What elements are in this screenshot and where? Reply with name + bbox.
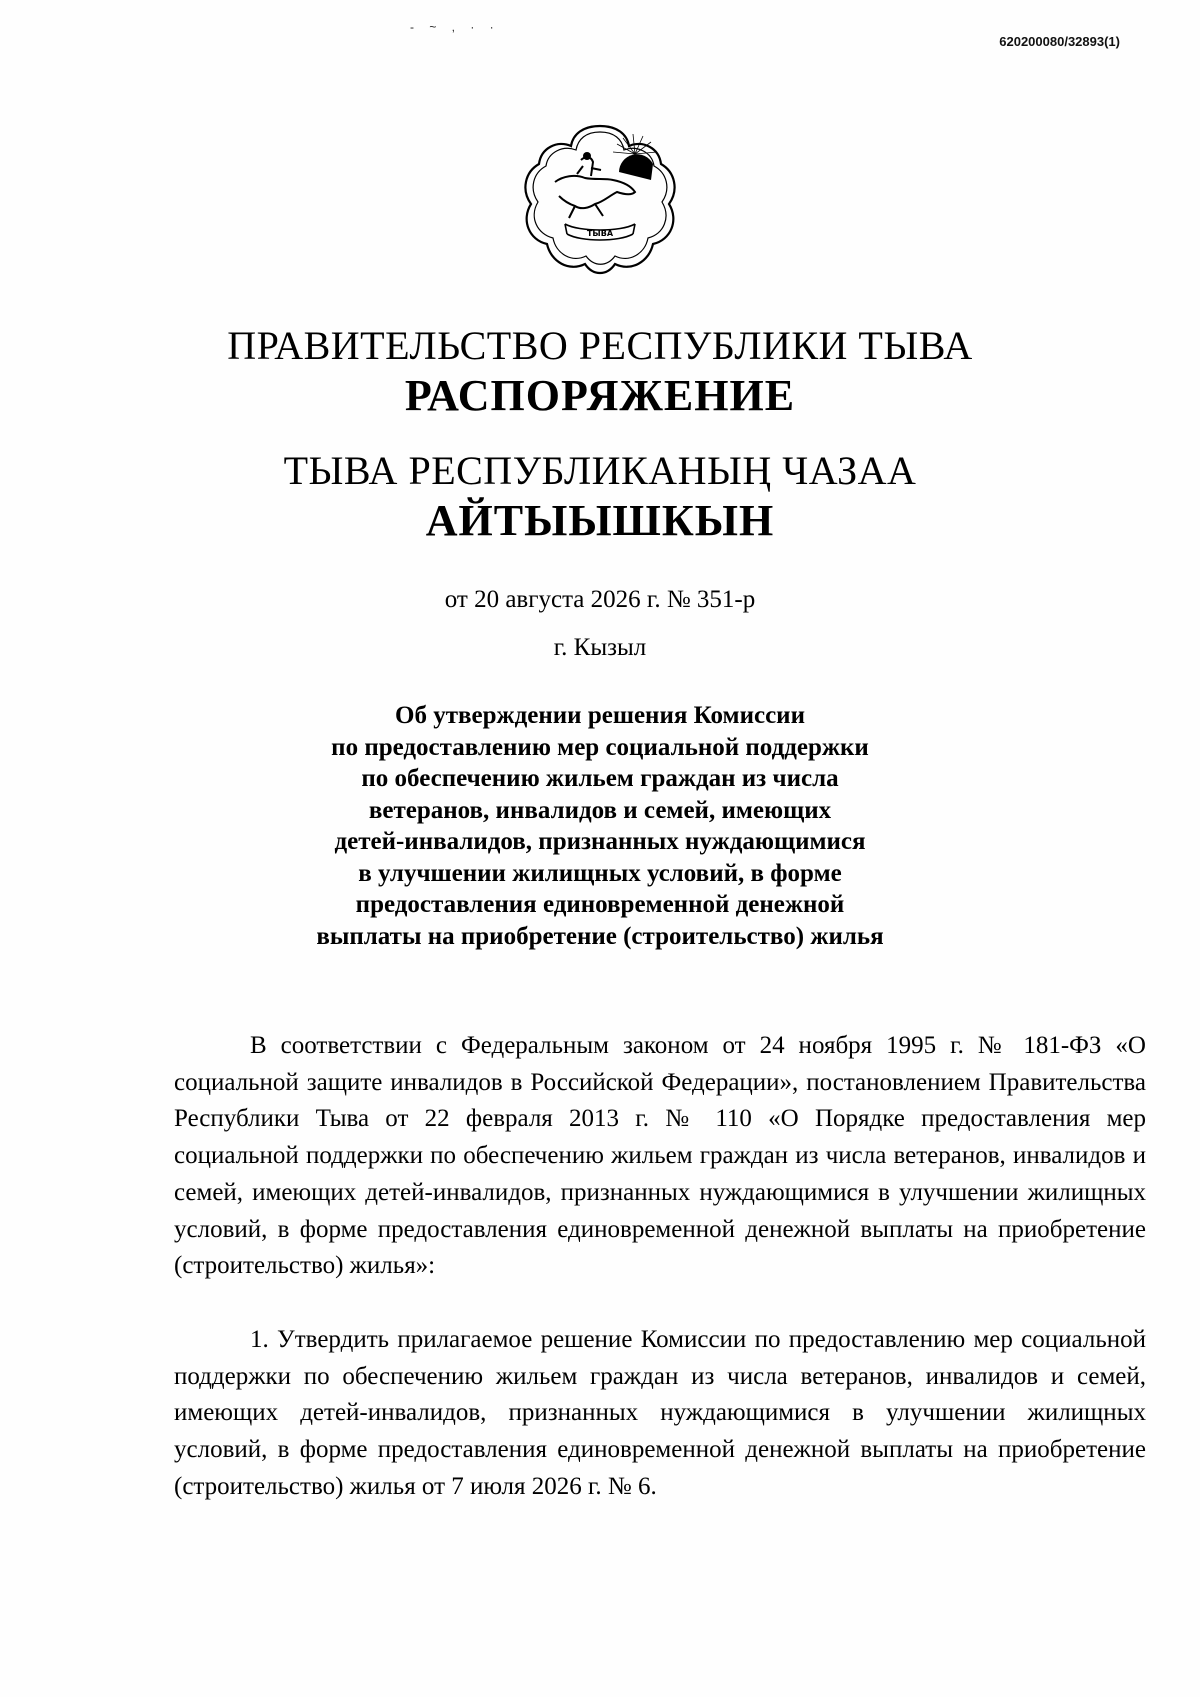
decree-type-ru: РАСПОРЯЖЕНИЕ bbox=[404, 371, 796, 420]
government-title-tuv: ТЫВА РЕСПУБЛИКАНЫҢ ЧАЗАА bbox=[283, 448, 917, 493]
subject-line: Об утверждении решения Комиссии bbox=[395, 702, 805, 729]
subject-line: выплаты на приобретение (строительство) жилья bbox=[316, 922, 884, 950]
decree-subject bbox=[200, 700, 1000, 952]
decree-date-number: от 20 августа 2026 г. № 351-р bbox=[444, 586, 756, 613]
svg-text:ТЫВА: ТЫВА bbox=[586, 229, 614, 238]
preamble-paragraph: В соответствии с Федеральным законом от 24 ноября 1995 г. № 181-ФЗ «О социальной защите инвалидов в Российской Федерации», постановлением Правительства Республики Тыва от 22 февраля 2013 г. № 110 «О Порядке предоставления мер социальной поддержки по обеспечению жильем граждан из числа ветеранов, инвалидов и семей, имеющих детей-инвалидов, признанных нуждающимися в улучшении жилищных условий, в форме предоставления единовременной денежной выплаты на приобретение (строительство) жилья»: bbox=[174, 1032, 1146, 1280]
scan-marks: - ~ , · · bbox=[410, 20, 500, 34]
subject-line: детей-инвалидов, признанных нуждающимися bbox=[334, 828, 866, 855]
subject-line: по предоставлению мер социальной поддержки bbox=[331, 733, 869, 761]
subject-line: в улучшении жилищных условий, в форме bbox=[358, 859, 842, 887]
tyva-coat-of-arms-icon bbox=[519, 120, 681, 280]
item-1-paragraph: 1. Утвердить прилагаемое решение Комиссии по предоставлению мер социальной поддержки по обеспечению жильем граждан из числа ветеранов, инвалидов и семей, имеющих детей-инвалидов, признанных нуждающимися в улучшении жилищных условий, в форме предоставления единовременной денежной выплаты на приобретение (строительство) жилья от 7 июля 2026 г. № 6. bbox=[174, 1326, 1146, 1500]
decree-city: г. Кызыл bbox=[553, 634, 647, 661]
subject-line: предоставления единовременной денежной bbox=[355, 891, 845, 918]
subject-line: ветеранов, инвалидов и семей, имеющих bbox=[368, 796, 832, 824]
government-title-ru: ПРАВИТЕЛЬСТВО РЕСПУБЛИКИ ТЫВА bbox=[227, 323, 973, 368]
document-registration-code: 620200080/32893(1) bbox=[999, 34, 1120, 49]
subject-line: по обеспечению жильем граждан из числа bbox=[361, 765, 839, 792]
decree-type-tuv: АЙТЫЫШКЫН bbox=[425, 496, 775, 545]
